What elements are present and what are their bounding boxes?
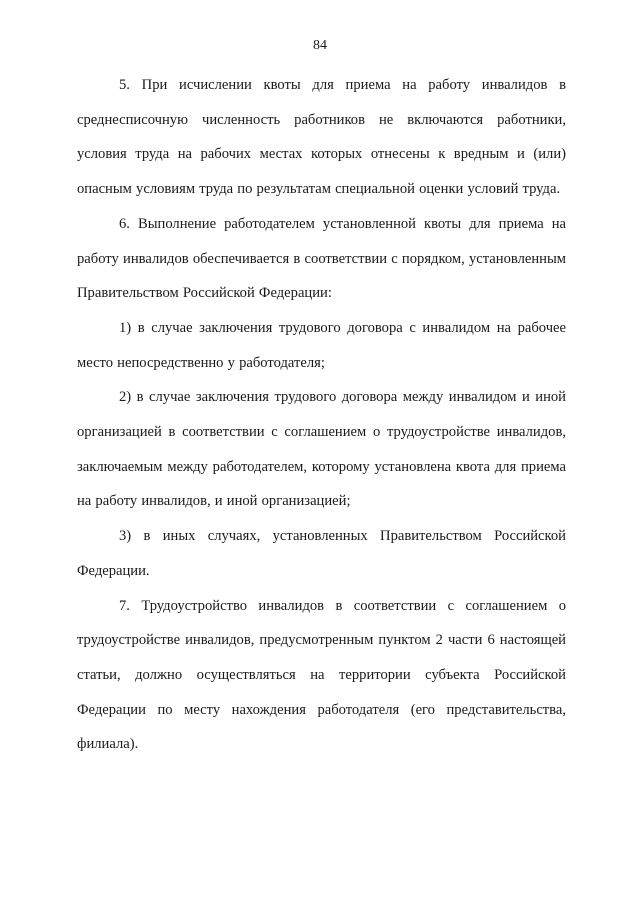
document-body [77,68,566,762]
subparagraph-2: 2) в случае заключения трудового договора между инвалидом и иной организацией в соответствии с соглашением о трудоустройстве инвалидов, заключаемым между работодателем, которому установлена квота для приема на работу инвалидов, и иной организацией; [77,389,566,510]
paragraph-item-6: 6. Выполнение работодателем установленной квоты для приема на работу инвалидов обеспечивается в соответствии с порядком, установленным Правительством Российской Федерации: [77,215,566,302]
paragraph-item-7: 7. Трудоустройство инвалидов в соответствии с соглашением о трудоустройстве инвалидов, предусмотренным пунктом 2 части 6 настоящей статьи, должно осуществляться на территории субъекта Российской Федерации по месту нахождения работодателя (его представительства, филиала). [77,597,566,753]
subparagraph-3: 3) в иных случаях, установленных Правительством Российской Федерации. [77,528,566,579]
paragraph-item-5: 5. При исчислении квоты для приема на работу инвалидов в среднесписочную численность работников не включаются работники, условия труда на рабочих местах которых отнесены к вредным и (или) опасным условиям труда по результатам специальной оценки условий труда. [77,77,566,198]
page-number: 84 [313,38,327,53]
subparagraph-1: 1) в случае заключения трудового договора с инвалидом на рабочее место непосредственно у работодателя; [77,319,566,371]
